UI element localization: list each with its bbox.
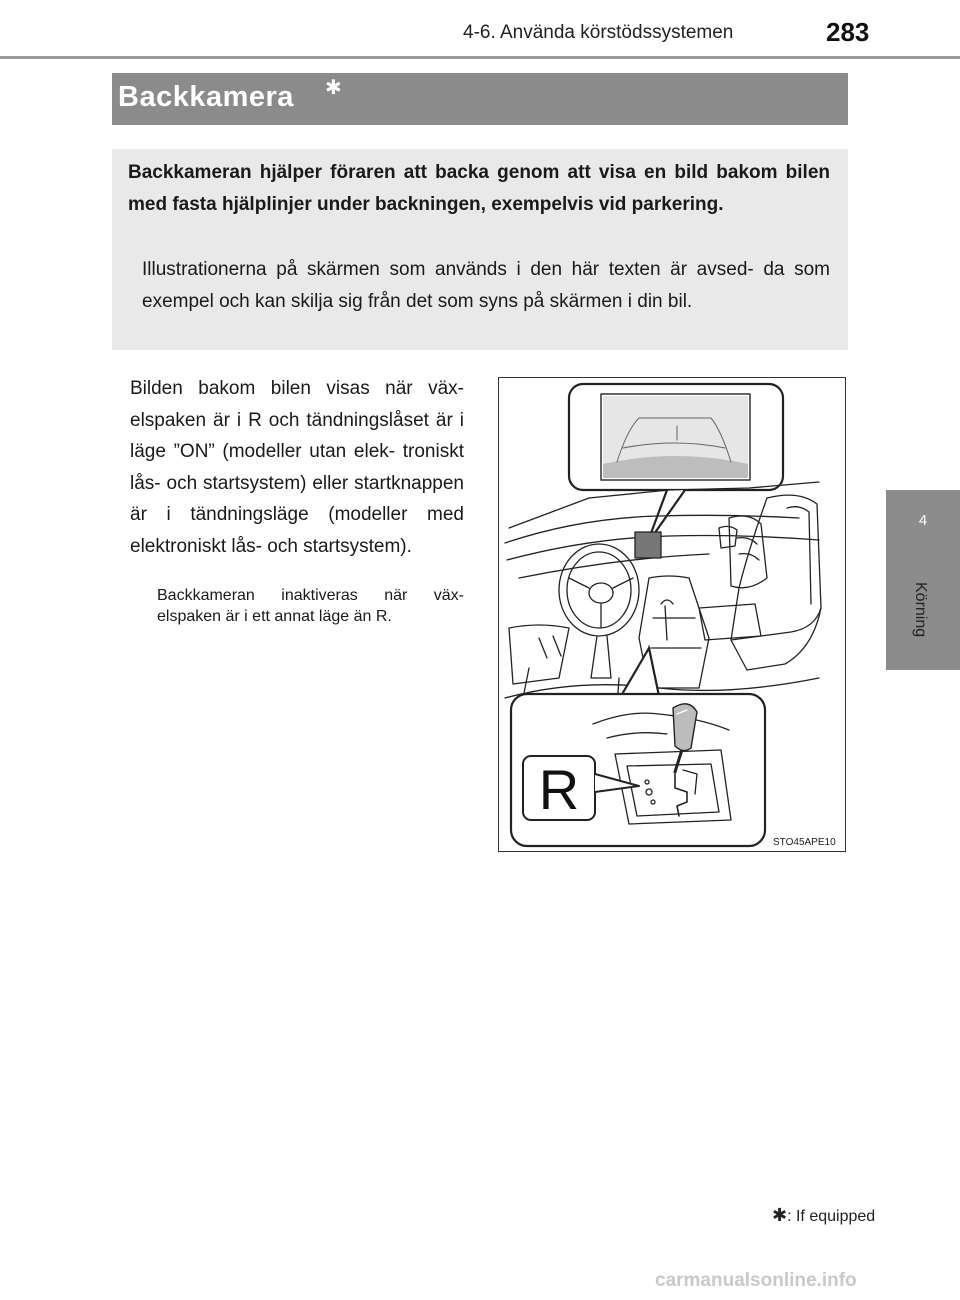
gear-position-label: R [538, 758, 580, 821]
section-title: Backkamera [118, 81, 294, 113]
watermark: carmanualsonline.info [655, 1270, 857, 1291]
footnote-text: : If equipped [787, 1208, 876, 1225]
equipment-marker: ✱ [325, 77, 342, 99]
intro-note: Illustrationerna på skärmen som används i den här texten är avsed- da som exempel och kan skilja sig från det som syns på skärmen i din bil. [142, 259, 830, 312]
intro-summary: Backkameran hjälper föraren att backa genom att visa en bild bakom bilen med fasta hjälplinjer under backningen, exempelvis vid parkering. [128, 162, 830, 215]
car-interior-illustration [499, 378, 847, 853]
figure-code: STO45APE10 [773, 837, 836, 848]
footnote [772, 1205, 875, 1226]
chapter-label-wrap [907, 582, 937, 692]
page-number: 283 [826, 17, 870, 47]
running-header: 4-6. Använda körstödssystemen [463, 22, 734, 43]
section-heading-bar [112, 73, 848, 125]
illustration [498, 377, 846, 852]
footnote-marker: ✱ [772, 1205, 788, 1225]
chapter-label: Körning [912, 582, 929, 638]
sub-note: Backkameran inaktiveras när väx- elspaken är i ett annat läge än R. [157, 587, 464, 625]
header-divider [0, 56, 960, 59]
body-paragraph: Bilden bakom bilen visas när väx- elspaken är i R och tändningslåset är i läge ”ON” (modeller utan elek- troniskt lås- och startsystem) eller startknappen är i tändningsläge (modeller med elektroniskt lås- och startsystem). [130, 378, 464, 557]
chapter-number: 4 [918, 512, 928, 529]
intro-box [112, 149, 848, 350]
